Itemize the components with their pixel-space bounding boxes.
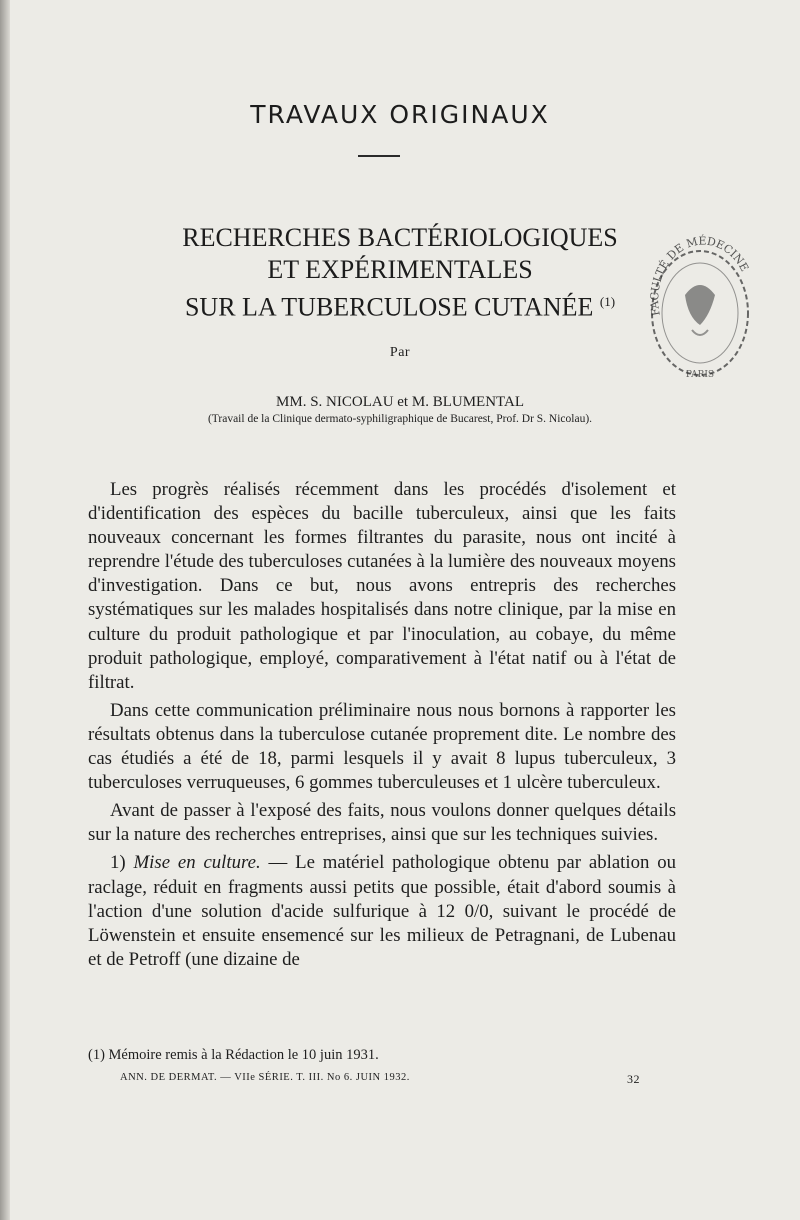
page-number: 32 bbox=[627, 1072, 640, 1086]
paragraph-1: Les progrès réalisés récemment dans les procédés d'isolement et d'identification des espèces du bacille tuberculeux, ainsi que les faits nouveaux concernant les formes filtrantes du parasite, nous ont incité à reprendre l'étude des tuberculoses cutanées à la lumière des nouveaux moyens d'investigation. Dans ce but, nous avons entrepris des recherches systématiques sur les malades hospitalisés dans notre clinique, par la mise en culture du produit pathologique et par l'inoculation, au cobaye, du même produit pathologique, employé, comparativement à l'état natif ou à l'état de filtrat. bbox=[88, 479, 676, 693]
title-footnote-mark: (1) bbox=[599, 294, 616, 309]
section-heading: Mise en culture. bbox=[133, 852, 261, 874]
article-title bbox=[60, 222, 740, 324]
running-footer bbox=[120, 1072, 640, 1086]
title-line-1: RECHERCHES BACTÉRIOLOGIQUES bbox=[182, 223, 618, 252]
section-text: — Le matériel pathologique obtenu par ablation ou raclage, réduit en fragments aussi petits que possible, était d'abord soumis à l'action d'une solution d'acide sulfurique à 12 0/0, suivant le procédé de Löwenstein et ensuite ensemencé sur les milieux de Petragnani, de Lubenau et de Petroff (une dizaine de bbox=[88, 852, 676, 970]
stamp-text-top: FACULTÉ DE MÉDECINE bbox=[648, 234, 752, 317]
title-line-3-text: SUR LA TUBERCULOSE CUTANÉE bbox=[184, 292, 594, 322]
journal-reference: ANN. DE DERMAT. — VIIe SÉRIE. T. III. No 6. JUIN 1932. bbox=[120, 1072, 410, 1083]
authors: MM. S. NICOLAU et M. BLUMENTAL bbox=[276, 394, 524, 410]
section-number: 1) bbox=[110, 852, 126, 874]
page-binding-edge bbox=[0, 0, 10, 1220]
article-body bbox=[88, 478, 676, 976]
header-divider bbox=[358, 155, 400, 157]
title-line-2: ET EXPÉRIMENTALES bbox=[267, 255, 533, 284]
paragraph-2: Dans cette communication préliminaire nous nous bornons à rapporter les résultats obtenus dans la tuberculose cutanée proprement dite. Le nombre des cas étudiés a été de 18, parmi lesquels il y avait 8 lupus tuberculeux, 3 tuberculoses verruqueuses, 6 gommes tuberculeuses et 1 ulcère tuberculeux. bbox=[88, 699, 676, 794]
byline-par: Par bbox=[389, 345, 411, 360]
footnote: (1) Mémoire remis à la Rédaction le 10 juin 1931. bbox=[88, 1047, 379, 1063]
paragraph-3: Avant de passer à l'exposé des faits, nous voulons donner quelques détails sur la nature des recherches entreprises, ainsi que sur les techniques suivies. bbox=[88, 800, 676, 846]
stamp-text-bottom: PARIS bbox=[685, 370, 715, 380]
paragraph-mise-en-culture bbox=[88, 851, 676, 971]
title-line-3 bbox=[60, 286, 740, 324]
library-stamp-icon bbox=[640, 225, 760, 390]
section-header: TRAVAUX ORIGINAUX bbox=[250, 100, 550, 129]
affiliation: (Travail de la Clinique dermato-syphiligraphique de Bucarest, Prof. Dr S. Nicolau). bbox=[207, 413, 593, 425]
